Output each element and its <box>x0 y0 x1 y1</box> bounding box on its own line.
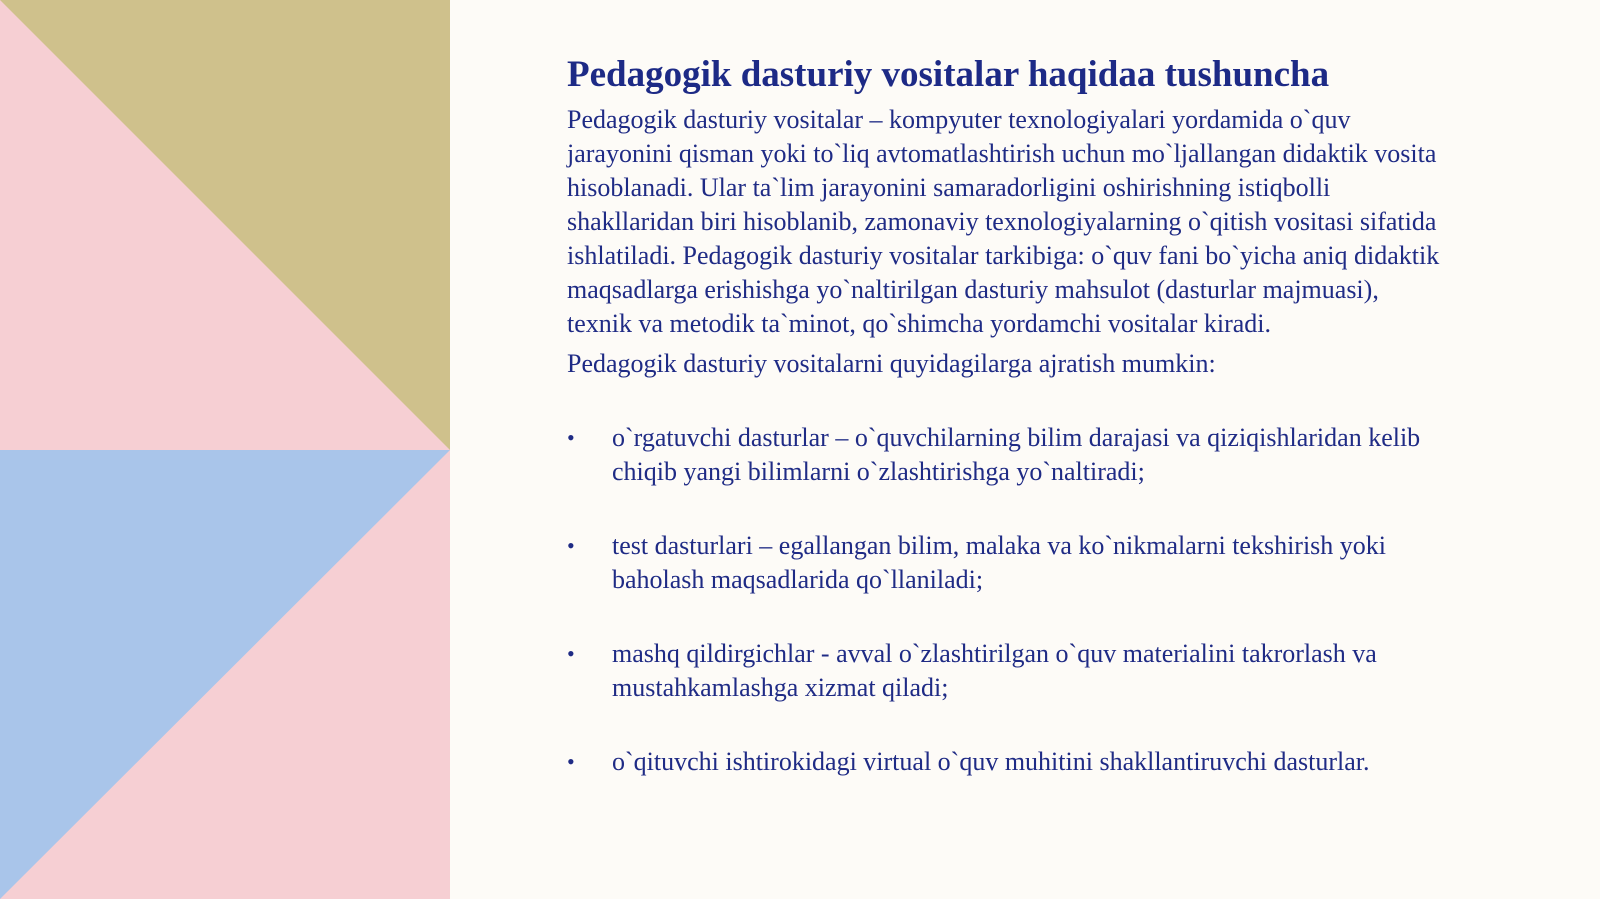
list-item <box>567 529 1447 597</box>
list-item-text: o`qituvchi ishtirokidagi virtual o`quv muhitini shakllantiruvchi dasturlar. <box>612 747 1370 776</box>
list-item-text: o`rgatuvchi dasturlar – o`quvchilarning bilim darajasi va qiziqishlaridan kelib chiqib yangi bilimlarni o`zlashtirishga yo`naltiradi; <box>612 423 1421 486</box>
list-item-text: mashq qildirgichlar - avval o`zlashtirilgan o`quv materialini takrorlash va mustahkamlashga xizmat qiladi; <box>612 639 1377 702</box>
slide-title: Pedagogik dasturiy vositalar haqidaa tushuncha <box>567 54 1330 95</box>
decorative-triangles <box>0 0 450 899</box>
list-item <box>567 745 1447 779</box>
bullet-icon: • <box>567 749 575 774</box>
intro-text: Pedagogik dasturiy vositalarni quyidagilarga ajratish mumkin: <box>567 349 1216 378</box>
list-item-text: test dasturlari – egallangan bilim, malaka va ko`nikmalarni tekshirish yoki baholash maqsadlarida qo`llaniladi; <box>612 531 1387 594</box>
bullet-icon: • <box>567 641 575 666</box>
list-item <box>567 421 1447 489</box>
bullet-icon: • <box>567 425 575 450</box>
bullet-list <box>567 421 1447 779</box>
description-paragraph: Pedagogik dasturiy vositalar – kompyuter texnologiyalari yordamida o`quv jarayonini qisman yoki to`liq avtomatlashtirish uchun mo`ljallangan didaktik vosita hisoblanadi. Ular ta`lim jarayonini samaradorligini oshirishning istiqbolli shakllaridan biri hisoblanib, zamonaviy texnologiyalarning o`qitish vositasi sifatida ishlatiladi. Pedagogik dasturiy vositalar tarkibiga: o`quv fani bo`yicha aniq didaktik maqsadlarga erishishga yo`naltirilgan dasturiy mahsulot (dasturlar majmuasi), texnik va metodik ta`minot, qo`shimcha yordamchi vositalar kiradi. <box>567 105 1440 338</box>
bullet-icon: • <box>567 533 575 558</box>
list-item <box>567 637 1447 705</box>
slide-content <box>567 50 1447 819</box>
